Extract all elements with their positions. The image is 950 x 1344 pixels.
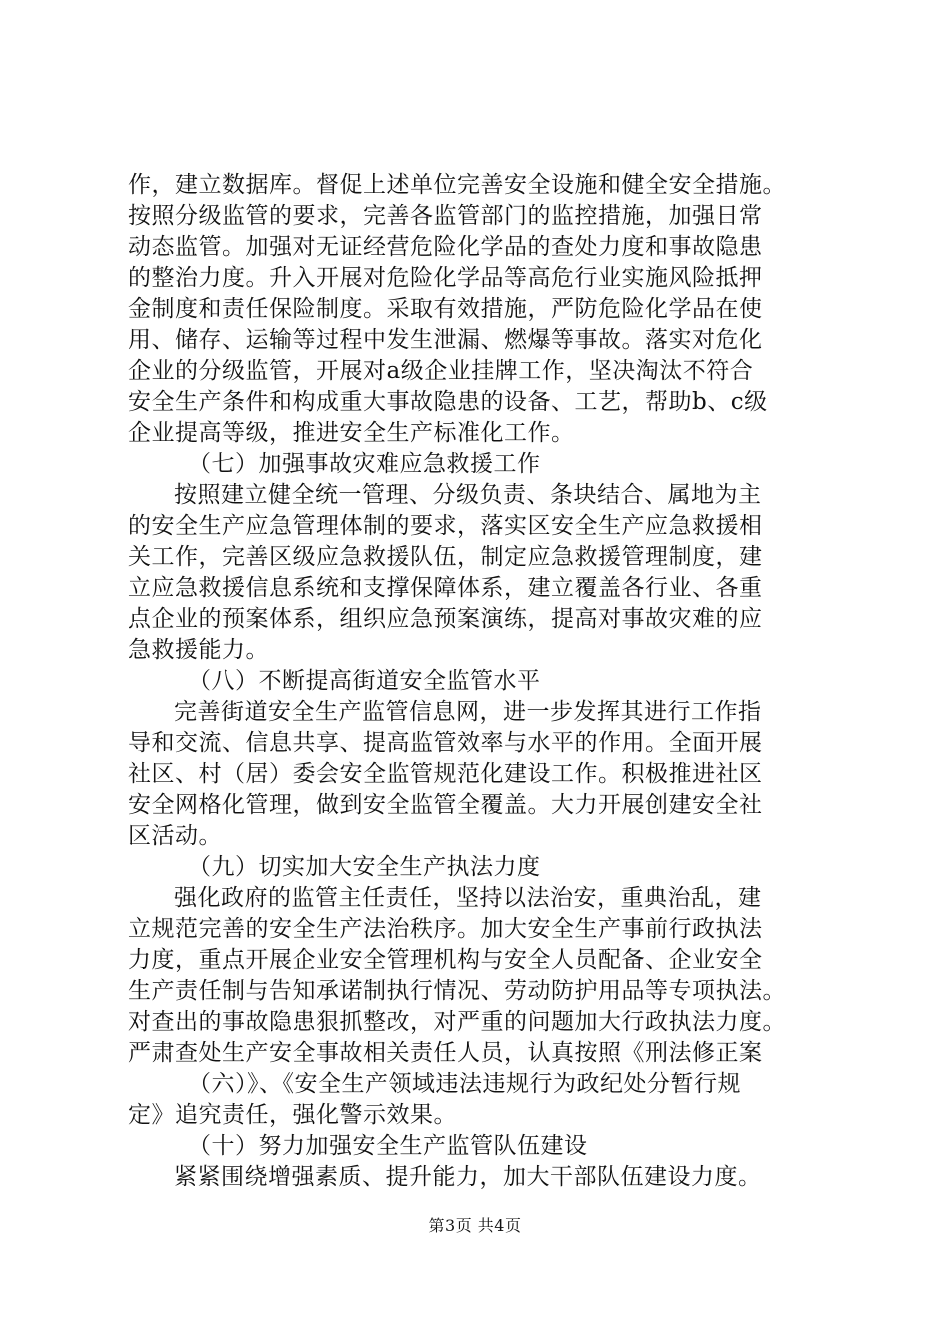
section-heading-7: （七）加强事故灾难应急救援工作 [188,451,541,477]
text-line: 强化政府的监管主任责任，坚持以法治安，重典治乱，建 [174,885,762,911]
text-line: 区活动。 [128,823,222,849]
text-line: 按照建立健全统一管理、分级负责、条块结合、属地为主 [174,482,762,508]
text-line: 金制度和责任保险制度。采取有效措施，严防危险化学品在使 [128,296,763,322]
text-line: 定》追究责任，强化警示效果。 [128,1102,457,1128]
text-line: 对查出的事故隐患狠抓整改，对严重的问题加大行政执法力度。 [128,1009,786,1035]
text-line: 企业提高等级，推进安全生产标准化工作。 [128,420,575,446]
page-footer: 第3页 共4页 [428,1216,522,1235]
text-line: 力度，重点开展企业安全管理机构与安全人员配备、企业安全 [128,947,763,973]
text-line: 急救援能力。 [128,637,269,663]
text-line: 关工作，完善区级应急救援队伍，制定应急救援管理制度，建 [128,544,763,570]
section-heading-10: （十）努力加强安全生产监管队伍建设 [188,1133,588,1159]
text-line: 动态监管。加强对无证经营危险化学品的查处力度和事故隐患 [128,234,763,260]
text-line: 安全生产条件和构成重大事故隐患的设备、工艺，帮助b、c级 [128,389,768,415]
text-line: 安全网格化管理，做到安全监管全覆盖。大力开展创建安全社 [128,792,763,818]
text-line: 企业的分级监管，开展对a级企业挂牌工作，坚决淘汰不符合 [128,358,754,384]
text-line: 的整治力度。升入开展对危险化学品等高危行业实施风险抵押 [128,265,763,291]
text-line: 用、储存、运输等过程中发生泄漏、燃爆等事故。落实对危化 [128,327,763,353]
text-line: 紧紧围绕增强素质、提升能力，加大干部队伍建设力度。 [174,1164,762,1190]
section-heading-8: （八）不断提高街道安全监管水平 [188,668,541,694]
text-line: 的安全生产应急管理体制的要求，落实区安全生产应急救援相 [128,513,763,539]
text-line: 完善街道安全生产监管信息网，进一步发挥其进行工作指 [174,699,762,725]
section-heading-9: （九）切实加大安全生产执法力度 [188,854,541,880]
body-text [128,170,833,1193]
text-line: 立规范完善的安全生产法治秩序。加大安全生产事前行政执法 [128,916,763,942]
text-line: 立应急救援信息系统和支撑保障体系，建立覆盖各行业、各重 [128,575,763,601]
text-line: 按照分级监管的要求，完善各监管部门的监控措施，加强日常 [128,203,763,229]
text-line: 严肃查处生产安全事故相关责任人员，认真按照《刑法修正案 [128,1040,763,1066]
text-line: 作，建立数据库。督促上述单位完善安全设施和健全安全措施。 [128,172,786,198]
text-line: 导和交流、信息共享、提高监管效率与水平的作用。全面开展 [128,730,763,756]
text-line: 社区、村（居）委会安全监管规范化建设工作。积极推进社区 [128,761,763,787]
text-line: 生产责任制与告知承诺制执行情况、劳动防护用品等专项执法。 [128,978,786,1004]
text-line: （六）》、《安全生产领域违法违规行为政纪处分暂行规 [188,1071,741,1097]
text-line: 点企业的预案体系，组织应急预案演练，提高对事故灾难的应 [128,606,763,632]
